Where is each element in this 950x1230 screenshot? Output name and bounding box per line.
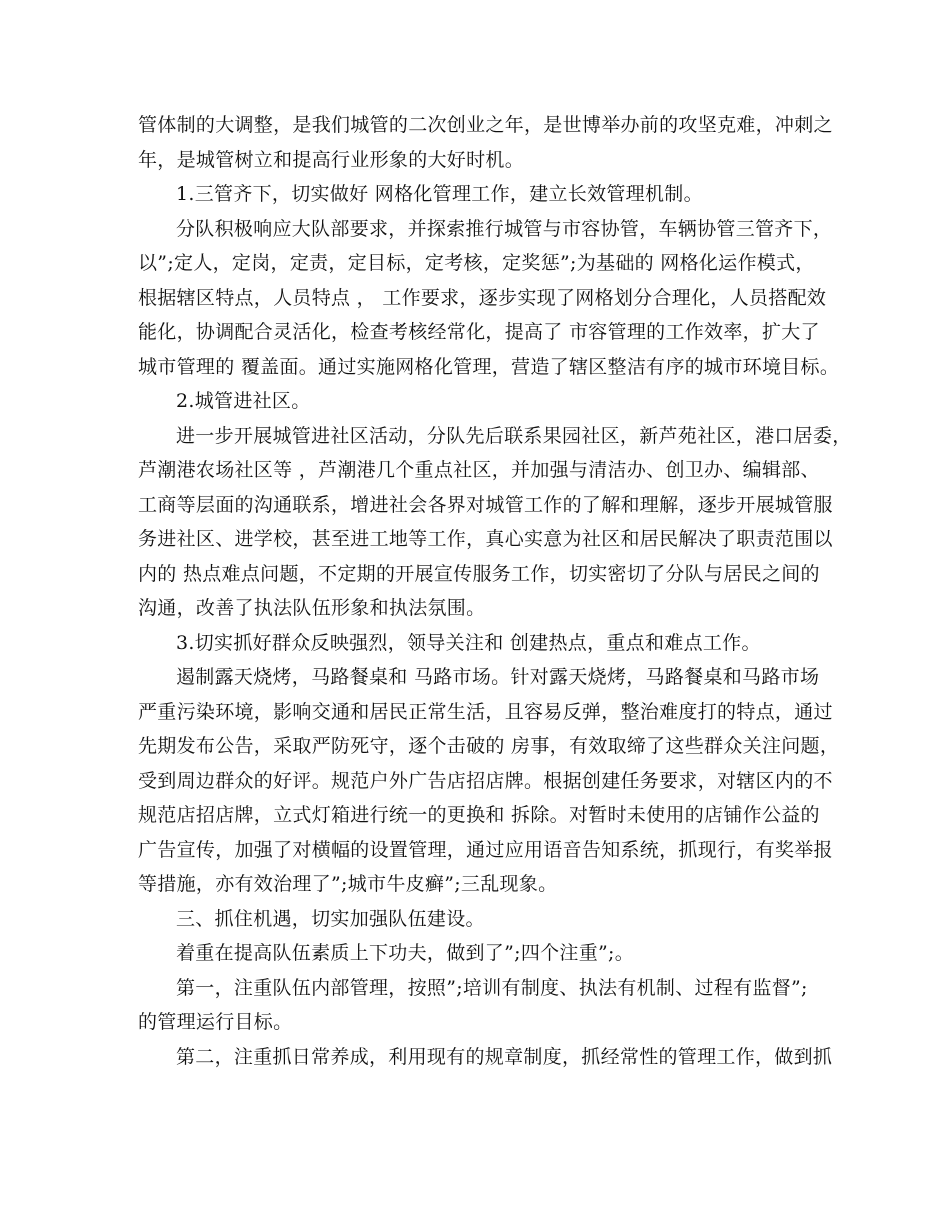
paragraph-line: 规范店招店牌，立式灯箱进行统一的更换和 拆除。对暂时未使用的店铺作公益的	[138, 804, 820, 826]
document-body	[138, 108, 852, 1074]
paragraph-first-line: 遏制露天烧烤，马路餐桌和 马路市场。针对露天烧烤，马路餐桌和马路市场	[176, 666, 820, 688]
paragraph-first-line: 第一，注重队伍内部管理，按照”;培训有制度、执法有机制、过程有监督”;	[176, 976, 808, 999]
paragraph-line: 严重污染环境，影响交通和居民正常生活，且容易反弹，整治难度打的特点，通过	[138, 700, 833, 723]
paragraph-line: 根据辖区特点，人员特点 ， 工作要求，逐步实现了网格划分合理化，人员搭配效	[138, 286, 827, 309]
paragraph-line: 能化，协调配合灵活化，检查考核经常化，提高了 市容管理的工作效率，扩大了	[138, 321, 820, 343]
paragraph-line: 受到周边群众的好评。规范户外广告店招店牌。根据创建任务要求，对辖区内的不	[138, 769, 833, 792]
paragraph-line: 先期发布公告，采取严防死守，逐个击破的 房事，有效取缔了这些群众关注问题，	[138, 735, 840, 757]
paragraph-first-line: 2.城管进社区。	[176, 390, 311, 412]
paragraph-first-line: 第二，注重抓日常养成，利用现有的规章制度，抓经常性的管理工作，做到抓	[176, 1045, 833, 1068]
paragraph-line: 内的 热点难点问题，不定期的开展宣传服务工作，切实密切了分队与居民之间的	[138, 562, 820, 585]
paragraph-first-line: 分队积极响应大队部要求，并探索推行城管与市容协管，车辆协管三管齐下，	[176, 217, 833, 240]
paragraph-line: 以”;定人，定岗，定责，定目标，定考核，定奖惩”;为基础的 网格化运作模式，	[138, 252, 815, 274]
paragraph-first-line: 着重在提高队伍素质上下功夫，做到了”;四个注重”;。	[176, 942, 635, 964]
paragraph-first-line: 3.切实抓好群众反映强烈，领导关注和 创建热点，重点和难点工作。	[176, 631, 761, 654]
paragraph-first-line: 进一步开展城管进社区活动，分队先后联系果园社区，新芦苑社区，港口居委，	[176, 424, 852, 447]
paragraph-line: 等措施，亦有效治理了”;城市牛皮癣”;三乱现象。	[138, 873, 558, 895]
paragraph-line: 的管理运行目标。	[138, 1011, 293, 1033]
paragraph-line: 沟通，改善了执法队伍形象和执法氛围。	[138, 597, 486, 619]
paragraph-line: 管体制的大调整，是我们城管的二次创业之年，是世博举办前的攻坚克难，冲刺之	[138, 114, 833, 136]
paragraph-line: 广告宣传，加强了对横幅的设置管理，通过应用语音告知系统，抓现行，有奖举报	[138, 838, 833, 861]
paragraph-line: 务进社区、进学校，甚至进工地等工作，真心实意为社区和居民解决了职责范围以	[138, 528, 833, 550]
paragraph-line: 城市管理的 覆盖面。通过实施网格化管理，营造了辖区整洁有序的城市环境目标。	[138, 355, 840, 378]
paragraph-first-line: 三、抓住机遇，切实加强队伍建设。	[176, 907, 485, 930]
paragraph-line: 工商等层面的沟通联系，增进社会各界对城管工作的了解和理解，逐步开展城管服	[138, 493, 833, 516]
paragraph-line: 芦潮港农场社区等 ，芦潮港几个重点社区，并加强与清洁办、创卫办、编辑部、	[138, 459, 820, 481]
paragraph-first-line: 1.三管齐下，切实做好 网格化管理工作，建立长效管理机制。	[176, 183, 703, 205]
paragraph-line: 年，是城管树立和提高行业形象的大好时机。	[138, 148, 525, 171]
